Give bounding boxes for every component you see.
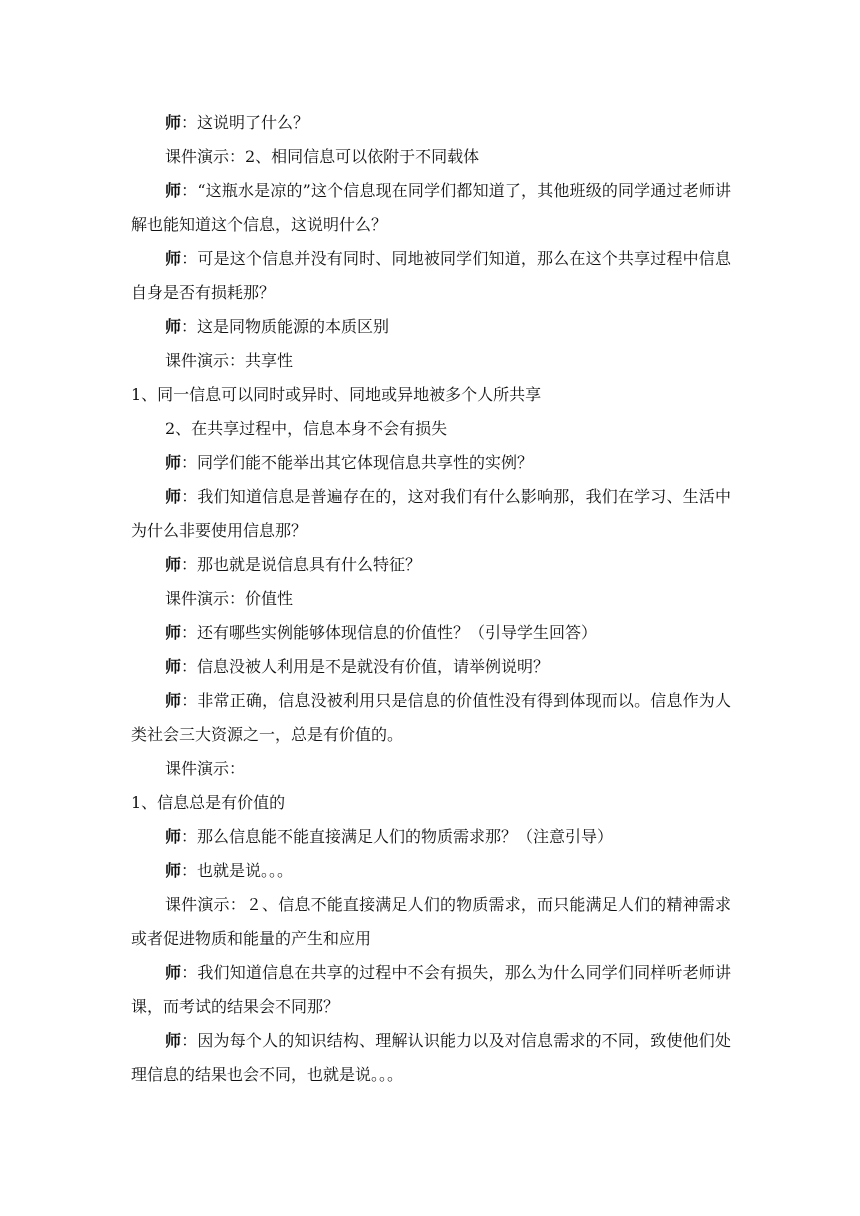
paragraph-demo (131, 412, 731, 446)
speaker-label: 师 (165, 453, 182, 472)
speaker-label: 师 (165, 249, 182, 268)
paragraph-teacher (131, 548, 731, 582)
paragraph-teacher (131, 820, 731, 854)
paragraph-text: ：那么信息能不能直接满足人们的物质需求那？（注意引导） (181, 827, 614, 846)
paragraph-text: ：还有哪些实例能够体现信息的价值性？（引导学生回答） (181, 623, 598, 642)
speaker-label: 师 (165, 181, 182, 200)
paragraph-teacher (131, 106, 731, 140)
paragraph-demo (131, 140, 731, 174)
lesson-transcript (131, 106, 731, 1092)
paragraph-list-item (131, 786, 731, 820)
paragraph-teacher (131, 616, 731, 650)
paragraph-demo (131, 582, 731, 616)
paragraph-teacher (131, 446, 731, 480)
speaker-label: 师 (165, 657, 182, 676)
speaker-label: 师 (165, 113, 182, 132)
paragraph-list-item (131, 378, 731, 412)
paragraph-teacher (131, 1024, 731, 1092)
paragraph-teacher (131, 854, 731, 888)
paragraph-text: 1、信息总是有价值的 (131, 793, 286, 812)
paragraph-text: 课件演示：价值性 (165, 589, 294, 608)
paragraph-text: ：那也就是说信息具有什么特征？ (181, 555, 422, 574)
paragraph-text: ：“这瓶水是凉的”这个信息现在同学们都知道了，其他班级的同学通过老师讲解也能知道这个信息，这说明什么？ (131, 181, 731, 234)
paragraph-text: ：我们知道信息在共享的过程中不会有损失，那么为什么同学们同样听老师讲课，而考试的结果会不同那？ (131, 963, 731, 1016)
paragraph-text: 2、在共享过程中，信息本身不会有损失 (165, 419, 448, 438)
paragraph-text: 1、同一信息可以同时或异时、同地或异地被多个人所共享 (131, 385, 542, 404)
paragraph-demo (131, 752, 731, 786)
paragraph-text: ：非常正确，信息没被利用只是信息的价值性没有得到体现而以。信息作为人类社会三大资源之一，总是有价值的。 (131, 691, 731, 744)
paragraph-text: 课件演示：2、相同信息可以依附于不同载体 (165, 147, 480, 166)
paragraph-teacher (131, 956, 731, 1024)
paragraph-demo (131, 888, 731, 956)
paragraph-text: 课件演示：２、信息不能直接满足人们的物质需求，而只能满足人们的精神需求或者促进物质和能量的产生和应用 (131, 895, 731, 948)
speaker-label: 师 (165, 691, 182, 710)
paragraph-text: ：也就是说。。。 (181, 861, 294, 880)
paragraph-teacher (131, 174, 731, 242)
paragraph-text: ：可是这个信息并没有同时、同地被同学们知道，那么在这个共享过程中信息自身是否有损耗那？ (131, 249, 731, 302)
paragraph-teacher (131, 650, 731, 684)
speaker-label: 师 (165, 1031, 182, 1050)
paragraph-text: ：这说明了什么？ (181, 113, 310, 132)
speaker-label: 师 (165, 861, 182, 880)
speaker-label: 师 (165, 317, 182, 336)
paragraph-teacher (131, 684, 731, 752)
paragraph-teacher (131, 242, 731, 310)
paragraph-demo (131, 344, 731, 378)
paragraph-text: 课件演示：共享性 (165, 351, 294, 370)
paragraph-teacher (131, 480, 731, 548)
speaker-label: 师 (165, 623, 182, 642)
speaker-label: 师 (165, 487, 182, 506)
paragraph-text: ：这是同物质能源的本质区别 (181, 317, 390, 336)
speaker-label: 师 (165, 555, 182, 574)
speaker-label: 师 (165, 827, 182, 846)
paragraph-text: 课件演示： (165, 759, 246, 778)
paragraph-text: ：因为每个人的知识结构、理解认识能力以及对信息需求的不同，致使他们处理信息的结果也会不同，也就是说。。。 (131, 1031, 731, 1084)
speaker-label: 师 (165, 963, 182, 982)
paragraph-text: ：信息没被人利用是不是就没有价值，请举例说明？ (181, 657, 550, 676)
paragraph-text: ：同学们能不能举出其它体现信息共享性的实例？ (181, 453, 534, 472)
paragraph-text: ：我们知道信息是普遍存在的，这对我们有什么影响那，我们在学习、生活中为什么非要使用信息那？ (131, 487, 731, 540)
paragraph-teacher (131, 310, 731, 344)
